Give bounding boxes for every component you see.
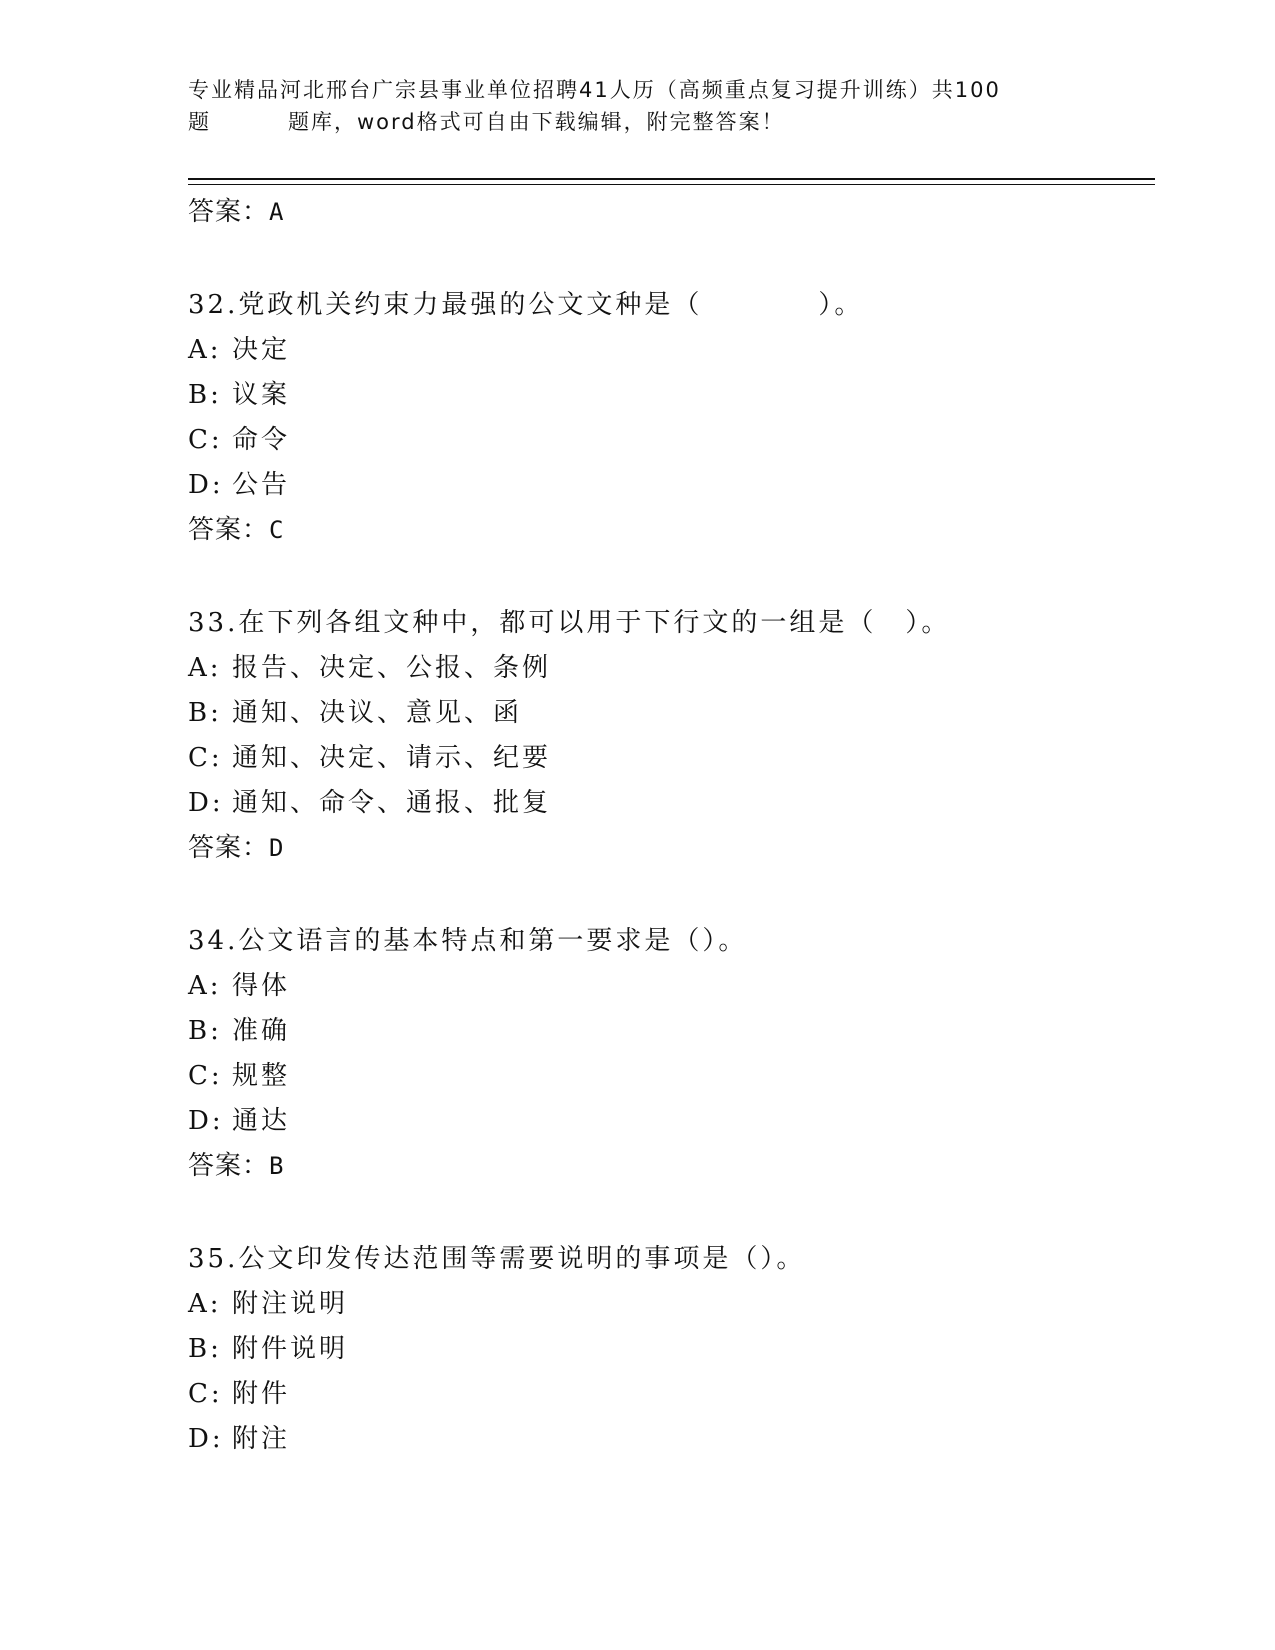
option-text: 报告、决定、公报、条例 (232, 653, 552, 683)
option-text: 通知、决定、请示、纪要 (232, 743, 552, 773)
option-letter: B: (188, 380, 222, 410)
answer-line (188, 190, 1148, 234)
header-line2-lead: 题 (188, 110, 211, 134)
answer-value: A (269, 198, 285, 226)
option-text: 附件说明 (232, 1334, 349, 1364)
option-letter: C: (188, 1061, 223, 1091)
answer-label: 答案： (188, 515, 270, 545)
option-text: 附件 (232, 1379, 291, 1409)
option-letter: A: (188, 653, 222, 683)
option-c (188, 418, 1148, 463)
option-b (188, 373, 1148, 418)
option-c (188, 1054, 1148, 1099)
option-c (188, 736, 1148, 781)
header-title-line2 (188, 106, 1088, 138)
option-d (188, 463, 1148, 508)
answer-value: C (269, 516, 285, 544)
answer-line (188, 826, 1148, 870)
option-text: 附注说明 (232, 1289, 349, 1319)
answer-value: D (269, 834, 285, 862)
option-c (188, 1372, 1148, 1417)
option-text: 通知、命令、通报、批复 (232, 788, 552, 818)
option-letter: B: (188, 698, 222, 728)
header-divider-thick (188, 178, 1155, 180)
question-stem: 35.公文印发传达范围等需要说明的事项是（）。 (188, 1244, 806, 1274)
option-letter: D: (188, 1424, 224, 1454)
option-text: 规整 (232, 1061, 291, 1091)
option-letter: C: (188, 425, 223, 455)
option-text: 命令 (232, 425, 291, 455)
option-text: 附注 (232, 1424, 291, 1454)
option-text: 通达 (232, 1106, 291, 1136)
option-letter: D: (188, 470, 224, 500)
answer-line (188, 1144, 1148, 1188)
option-letter: C: (188, 743, 223, 773)
question-block (188, 1236, 1148, 1462)
answer-label: 答案： (188, 1151, 270, 1181)
option-b (188, 691, 1148, 736)
question-stem: 33.在下列各组文种中，都可以用于下行文的一组是（ ）。 (188, 608, 951, 638)
option-b (188, 1009, 1148, 1054)
option-text: 决定 (232, 335, 291, 365)
answer-line (188, 508, 1148, 552)
option-text: 议案 (232, 380, 291, 410)
option-a (188, 1282, 1148, 1327)
question-block (188, 918, 1148, 1188)
option-text: 通知、决议、意见、函 (232, 698, 523, 728)
option-letter: A: (188, 1289, 222, 1319)
question-stem: 34.公文语言的基本特点和第一要求是（）。 (188, 926, 748, 956)
option-letter: A: (188, 335, 222, 365)
option-d (188, 1099, 1148, 1144)
question-list (188, 190, 1148, 1462)
option-letter: D: (188, 1106, 224, 1136)
document-header (188, 74, 1088, 138)
option-text: 得体 (232, 971, 291, 1001)
option-a (188, 646, 1148, 691)
option-b (188, 1327, 1148, 1372)
question-stem: 32.党政机关约束力最强的公文文种是（ ）。 (188, 290, 864, 320)
header-title-line1: 专业精品河北邢台广宗县事业单位招聘41人历（高频重点复习提升训练）共100 (188, 78, 1001, 102)
option-letter: B: (188, 1016, 222, 1046)
question-block (188, 600, 1148, 870)
option-d (188, 1417, 1148, 1462)
option-d (188, 781, 1148, 826)
option-text: 准确 (232, 1016, 291, 1046)
option-a (188, 328, 1148, 373)
answer-label: 答案： (188, 197, 270, 227)
question-block (188, 282, 1148, 552)
option-a (188, 964, 1148, 1009)
answer-value: B (269, 1152, 285, 1180)
option-text: 公告 (232, 470, 291, 500)
option-letter: A: (188, 971, 222, 1001)
option-letter: B: (188, 1334, 222, 1364)
header-divider-thin (188, 184, 1155, 185)
option-letter: C: (188, 1379, 223, 1409)
header-line2-text: 题库，word格式可自由下载编辑，附完整答案！ (288, 110, 785, 134)
answer-label: 答案： (188, 833, 270, 863)
option-letter: D: (188, 788, 224, 818)
